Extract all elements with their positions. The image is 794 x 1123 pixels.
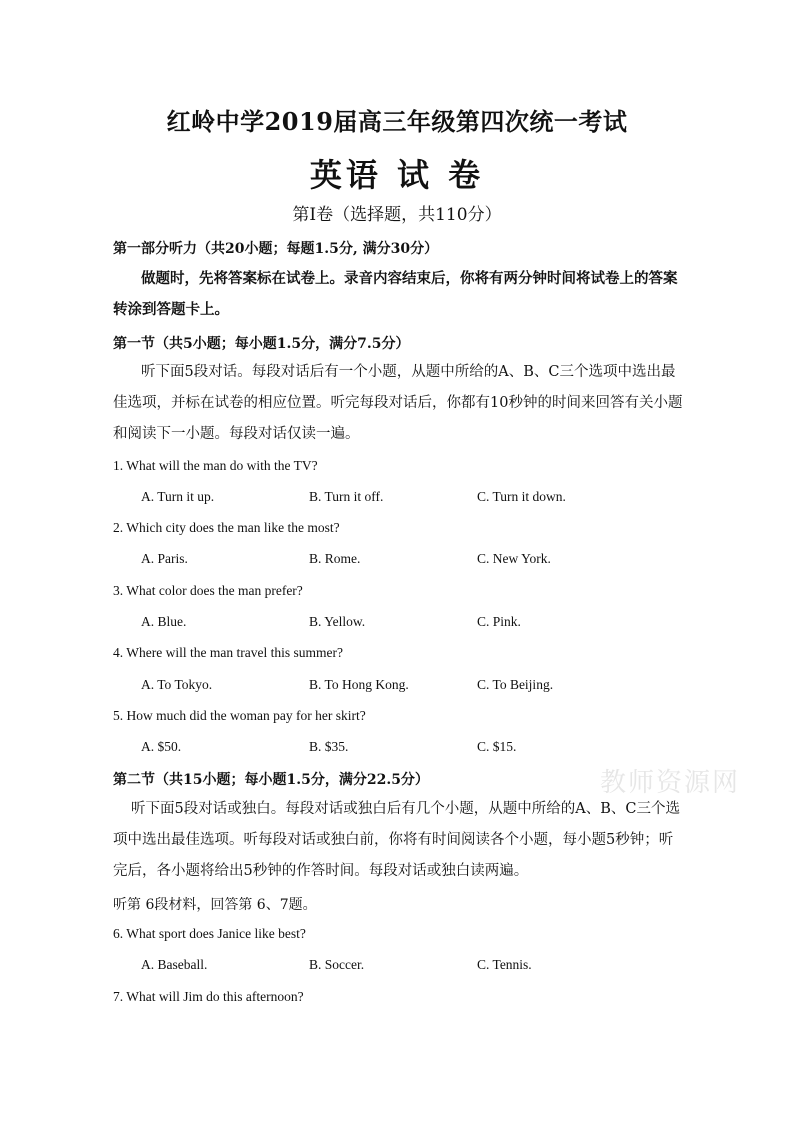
option-2a: A. Paris. <box>141 551 188 566</box>
question-1: 1. What will the man do with the TV? <box>113 458 318 473</box>
option-3a: A. Blue. <box>141 614 187 629</box>
section2-instruction: 听下面5段对话或独白。每段对话或独白后有几个小题，从题中所给的A、B、C三个选项中选出最佳选项。听每段对话或独白前，你将有时间阅读各个小题，每小题5秒钟；听完后，各小题将给出5秒钟的作答时间。每段对话或独白读两遍。 <box>113 801 680 879</box>
question-2: 2. Which city does the man like the most? <box>113 520 340 535</box>
question-6: 6. What sport does Janice like best? <box>113 926 306 941</box>
part1-instruction: 做题时，先将答案标在试卷上。录音内容结束后，你将有两分钟时间将试卷上的答案转涂到答题卡上。 <box>113 270 678 318</box>
option-5b: B. $35. <box>309 739 349 754</box>
option-3b: B. Yellow. <box>309 614 366 629</box>
option-1c: C. Turn it down. <box>477 489 566 504</box>
volume-title: 第Ⅰ卷（选择题，共110分） <box>292 205 502 225</box>
option-1a: A. Turn it up. <box>141 489 215 504</box>
option-6a: A. Baseball. <box>141 957 208 972</box>
section2-heading: 第二节（共15小题；每小题1.5分，满分22.5分） <box>113 772 429 788</box>
question-4: 4. Where will the man travel this summer? <box>113 645 343 660</box>
question-5: 5. How much did the woman pay for her skirt? <box>113 708 366 723</box>
option-2b: B. Rome. <box>309 551 361 566</box>
section1-instruction: 听下面5段对话。每段对话后有一个小题，从题中所给的A、B、C三个选项中选出最佳选项，并标在试卷的相应位置。听完每段对话后，你都有10秒钟的时间来回答有关小题和阅读下一小题。每段对话仅读一遍。 <box>113 364 683 442</box>
option-6b: B. Soccer. <box>309 957 365 972</box>
option-3c: C. Pink. <box>477 614 521 629</box>
subject-title: 英语 试 卷 <box>309 156 485 194</box>
option-4b: B. To Hong Kong. <box>309 677 409 692</box>
school-title: 红岭中学2019届高三年级第四次统一考试 <box>166 107 628 136</box>
option-5c: C. $15. <box>477 739 517 754</box>
question-7: 7. What will Jim do this afternoon? <box>113 989 304 1004</box>
material-note: 听第 6段材料，回答第 6、7题。 <box>113 897 317 913</box>
part1-heading: 第一部分听力（共20小题；每题1.5分, 满分30分） <box>113 241 439 257</box>
option-1b: B. Turn it off. <box>309 489 384 504</box>
option-6c: C. Tennis. <box>477 957 532 972</box>
option-5a: A. $50. <box>141 739 182 754</box>
question-3: 3. What color does the man prefer? <box>113 583 303 598</box>
option-2c: C. New York. <box>477 551 551 566</box>
watermark: 教师资源网 <box>600 768 741 798</box>
section1-heading: 第一节（共5小题；每小题1.5分，满分7.5分） <box>113 336 410 352</box>
option-4c: C. To Beijing. <box>477 677 554 692</box>
option-4a: A. To Tokyo. <box>141 677 213 692</box>
